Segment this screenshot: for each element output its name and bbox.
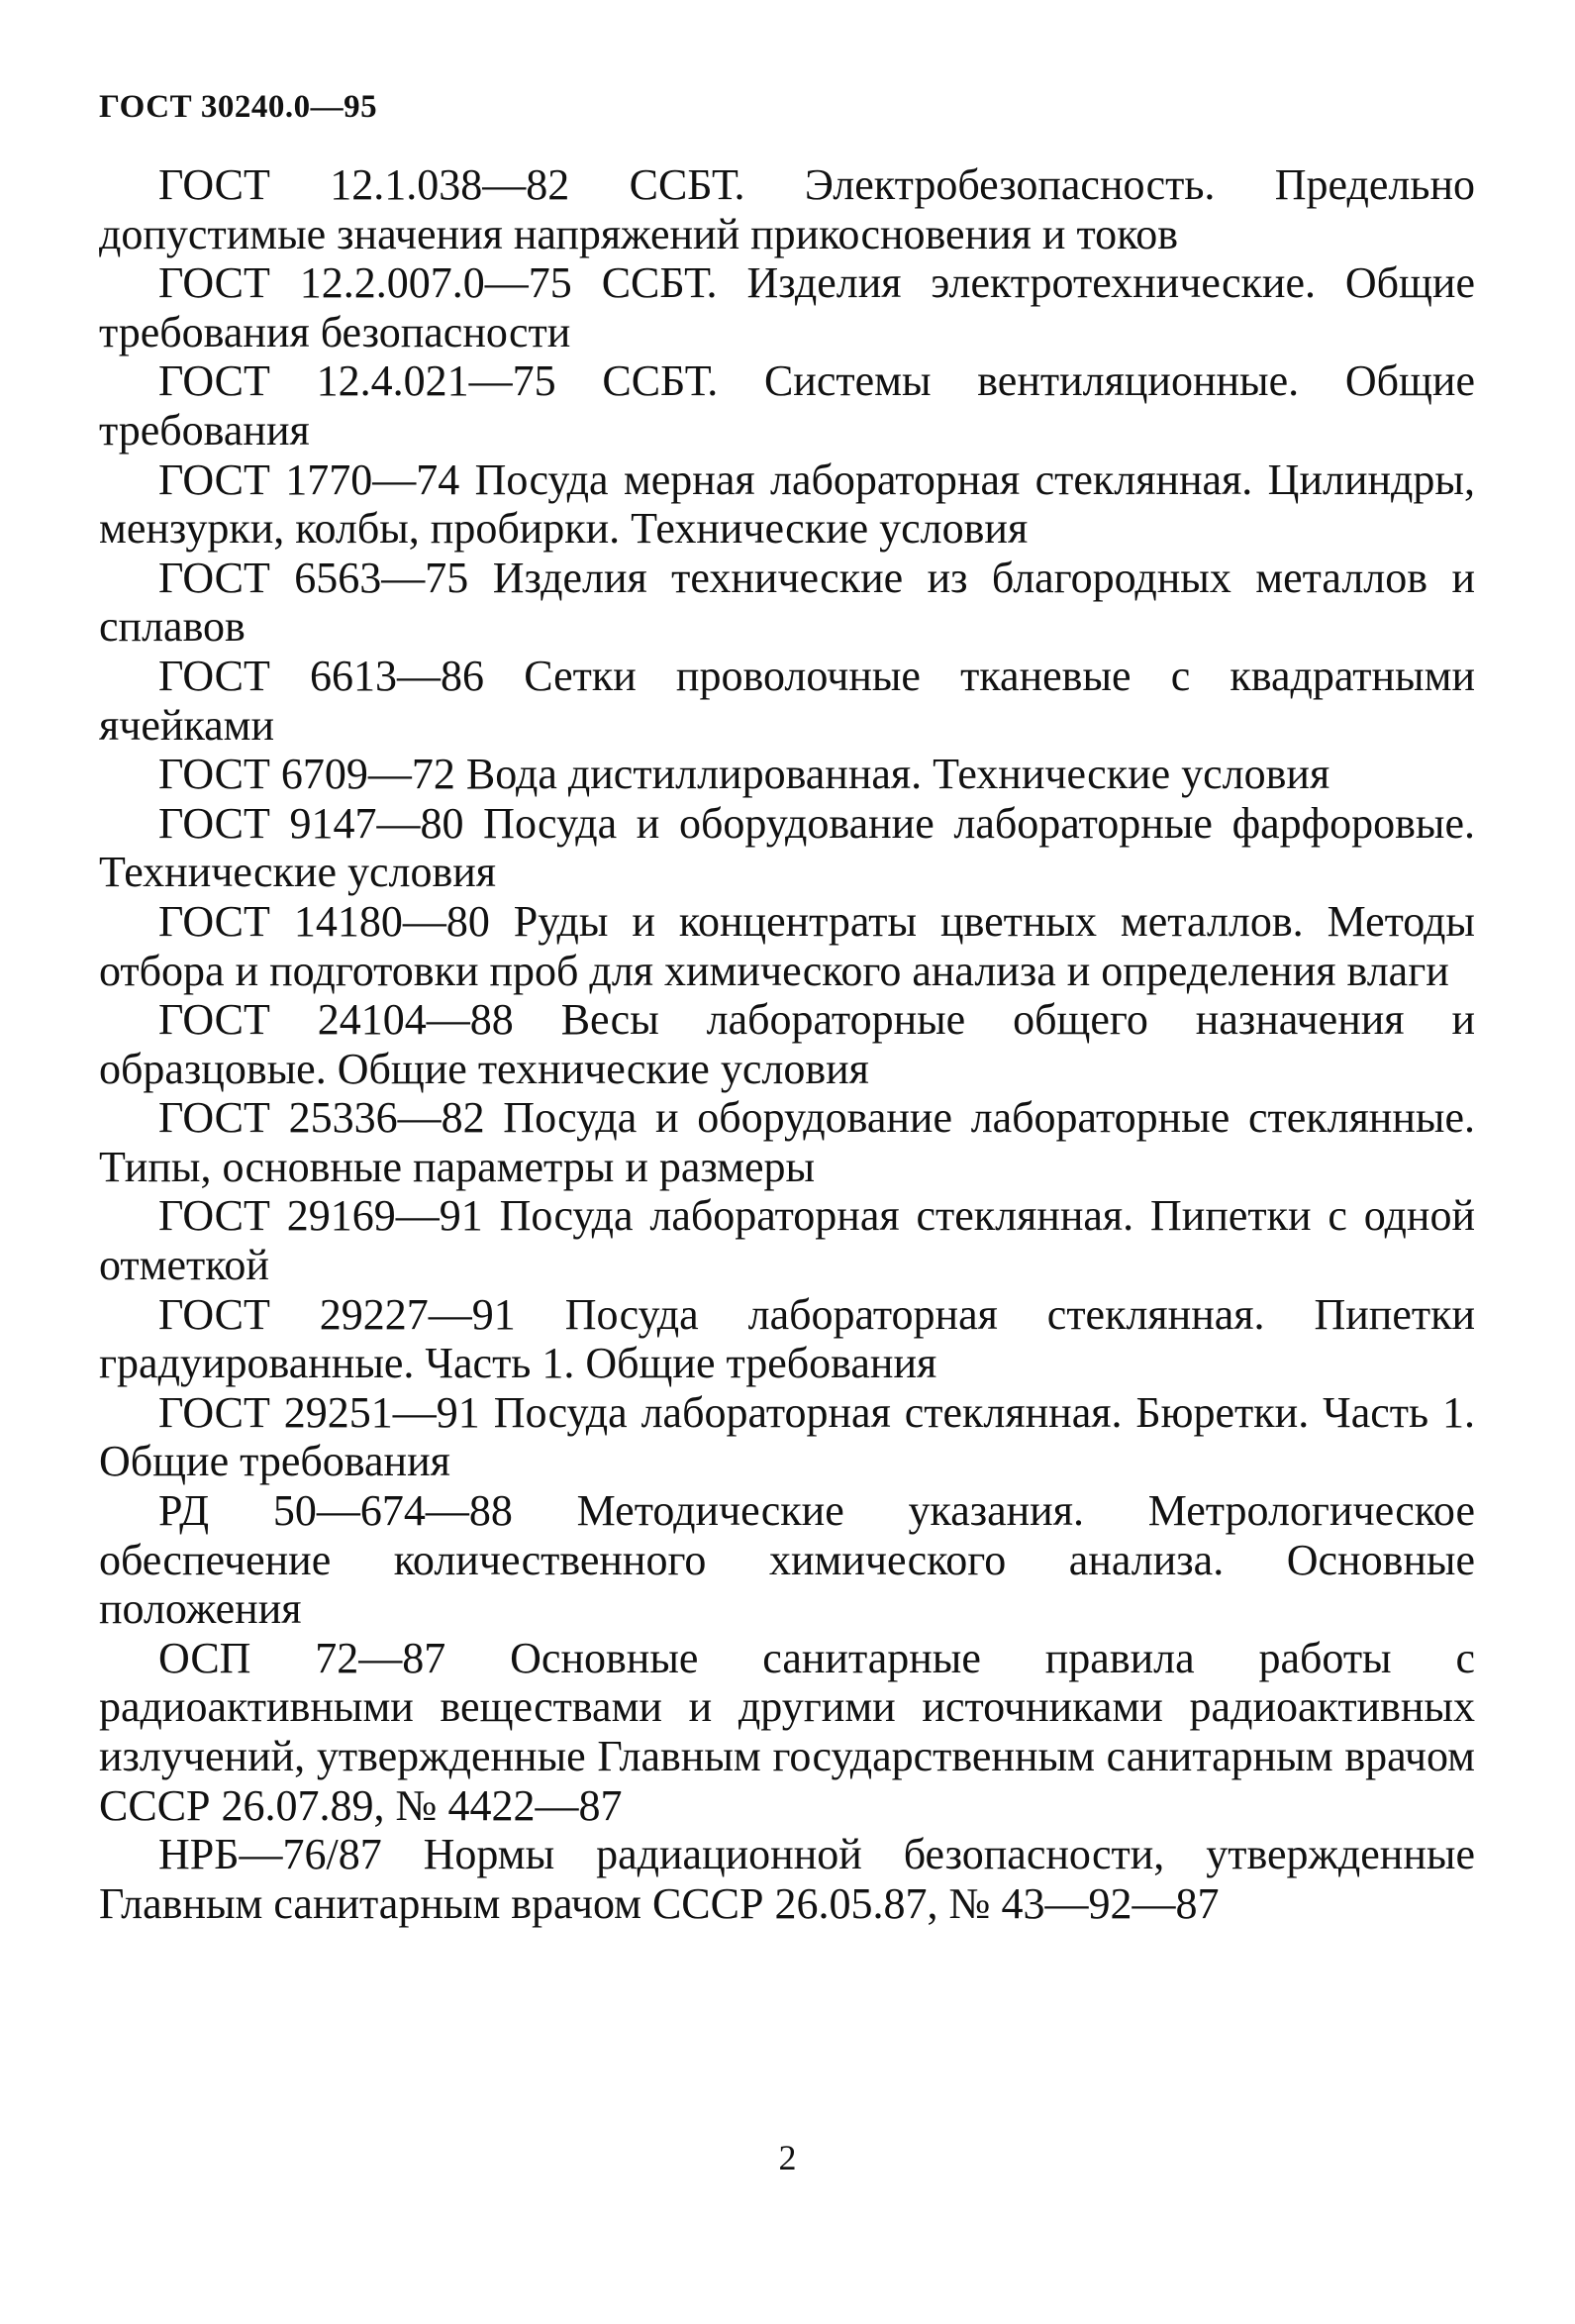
reference-item: ГОСТ 29251—91 Посуда лабораторная стеклянная. Бюретки. Часть 1. Общие требования bbox=[99, 1387, 1475, 1486]
reference-item: ГОСТ 12.4.021—75 ССБТ. Системы вентиляционные. Общие требования bbox=[99, 356, 1475, 455]
reference-item: ГОСТ 12.1.038—82 ССБТ. Электробезопасность. Предельно допустимые значения напряжений прикосновения и токов bbox=[99, 160, 1475, 258]
reference-item: ГОСТ 12.2.007.0—75 ССБТ. Изделия электротехнические. Общие требования безопасности bbox=[99, 258, 1475, 356]
reference-item: ГОСТ 6709—72 Вода дистиллированная. Технические условия bbox=[158, 750, 1330, 799]
reference-item: ОСП 72—87 Основные санитарные правила работы с радиоактивными веществами и другими источниками радиоактивных излучений, утвержденные Главным государственным санитарным врачом СССР 26.07.89, № 4422—87 bbox=[99, 1633, 1475, 1830]
reference-item: НРБ—76/87 Нормы радиационной безопасности, утвержденные Главным санитарным врачом СССР 26.05.87, № 43—92—87 bbox=[99, 1830, 1475, 1928]
reference-item: ГОСТ 25336—82 Посуда и оборудование лабораторные стеклянные. Типы, основные параметры и размеры bbox=[99, 1093, 1475, 1191]
reference-item: РД 50—674—88 Методические указания. Метрологическое обеспечение количественного химического анализа. Основные положения bbox=[99, 1486, 1475, 1634]
reference-item: ГОСТ 29227—91 Посуда лабораторная стеклянная. Пипетки градуированные. Часть 1. Общие требования bbox=[99, 1289, 1475, 1388]
reference-item: ГОСТ 14180—80 Руды и концентраты цветных металлов. Методы отбора и подготовки проб для химического анализа и определения влаги bbox=[99, 896, 1475, 995]
document-code-header: ГОСТ 30240.0—95 bbox=[99, 89, 378, 125]
reference-item: ГОСТ 9147—80 Посуда и оборудование лабораторные фарфоровые. Технические условия bbox=[99, 798, 1475, 897]
reference-item: ГОСТ 1770—74 Посуда мерная лабораторная стеклянная. Цилиндры, мензурки, колбы, пробирки. Технические условия bbox=[99, 455, 1475, 554]
reference-item: ГОСТ 29169—91 Посуда лабораторная стеклянная. Пипетки с одной отметкой bbox=[99, 1191, 1475, 1290]
reference-item: ГОСТ 6563—75 Изделия технические из благородных металлов и сплавов bbox=[99, 553, 1475, 652]
page-number: 2 bbox=[778, 2138, 797, 2177]
normative-references-list bbox=[99, 160, 1475, 1928]
reference-item: ГОСТ 24104—88 Весы лабораторные общего назначения и образцовые. Общие технические условия bbox=[99, 995, 1475, 1093]
reference-item: ГОСТ 6613—86 Сетки проволочные тканевые с квадратными ячейками bbox=[99, 651, 1475, 750]
